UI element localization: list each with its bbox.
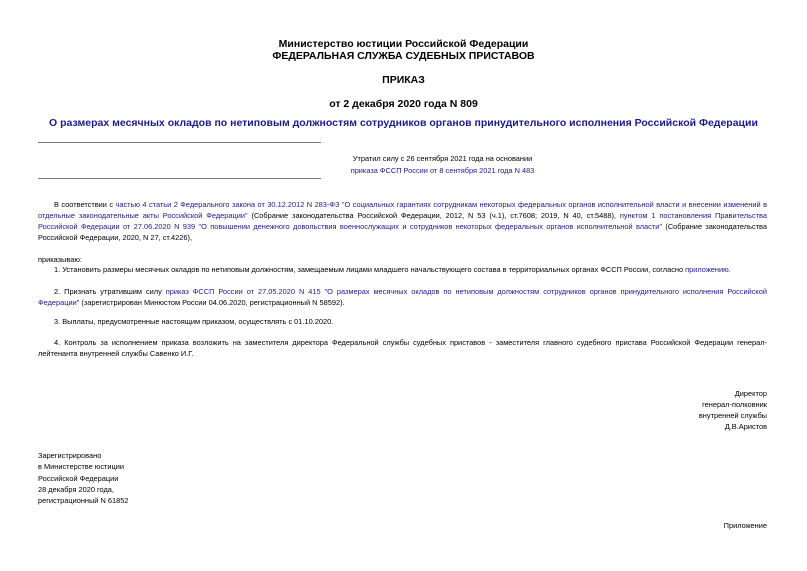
item-1	[38, 264, 767, 275]
government-decree-939-link[interactable]: пунктом 1 постановления Правительства Российской Федерации от 27.06.2020 N 939 "О повышении денежного довольствия военнослужащих и сотрудников некоторых федеральных органов исполнительной власти"	[38, 211, 767, 231]
signature-block	[617, 388, 767, 432]
signature-rank: генерал-полковник	[702, 400, 767, 409]
signature-service: внутренней службы	[698, 411, 767, 420]
item-4: 4. Контроль за исполнением приказа возложить на заместителя директора Федеральной службы судебных приставов - заместителя главного судебного пристава Российской Федерации генерал-лейтенанта внутренней службы Савенко И.Г.	[38, 338, 767, 358]
top-rule	[38, 142, 321, 143]
item-2	[38, 286, 767, 308]
registration-line-5: регистрационный N 61852	[38, 496, 129, 506]
law-283-fz-link[interactable]: частью 4 статьи 2 Федерального закона от 30.12.2012 N 283-ФЗ "О социальных гарантиях сотрудникам некоторых федеральных органов исполнительной власти и внесении изменений в отдельные законодательные акты Российской Федерации"	[38, 200, 767, 220]
order-415-link[interactable]: приказ ФССП России от 27.05.2020 N 415 "О размерах месячных окладов по нетиповым должностям сотрудников органов принудительного исполнения Российской Федерации"	[38, 287, 767, 307]
registration-line-3: Российской Федерации	[38, 473, 119, 483]
doc-type: ПРИКАЗ	[382, 74, 425, 86]
order-word: приказываю:	[38, 255, 82, 264]
title-link[interactable]: размерах месячных окладов по нетиповым должностям сотрудников органов принудительного исполнения Российской Федерации	[60, 117, 758, 129]
item-1-text: 1. Установить размеры месячных окладов по нетиповым должностям, замещаемым лицами младшего начальствующего состава в территориальных органах ФССП России, согласно	[54, 265, 686, 274]
item-2-text: 2. Признать утратившим силу	[54, 287, 166, 296]
appendix-label: Приложение	[723, 521, 767, 530]
signature-position: Директор	[734, 389, 767, 398]
service-name: ФЕДЕРАЛЬНАЯ СЛУЖБА СУДЕБНЫХ ПРИСТАВОВ	[272, 50, 535, 62]
preamble-text-1: В соответствии с	[54, 200, 116, 209]
status-note	[300, 153, 585, 177]
title-prefix: О	[49, 117, 61, 129]
registration-block	[38, 450, 258, 506]
registration-line-2: в Министерстве юстиции	[38, 462, 125, 472]
status-note-link[interactable]: приказа ФССП России от 8 сентября 2021 года N 483	[350, 166, 535, 175]
item-3: 3. Выплаты, предусмотренные настоящим приказом, осуществлять с 01.10.2020.	[54, 317, 334, 326]
signature-name: Д.В.Аристов	[724, 422, 767, 431]
preamble-text-2: (Собрание законодательства Российской Федерации, 2012, N 53 (ч.1), ст.7608; 2019, N 40, ст.5488),	[247, 211, 620, 220]
item-2-end: (зарегистрирован Минюстом России 04.06.2020, регистрационный N 58592).	[79, 298, 345, 307]
preamble-paragraph	[38, 199, 767, 243]
ministry-name: Министерство юстиции Российской Федерации	[278, 38, 529, 50]
doc-date-number: от 2 декабря 2020 года N 809	[329, 98, 478, 110]
registration-line-1: Зарегистрировано	[38, 451, 102, 460]
status-note-text: Утратил силу с 26 сентября 2021 года на основании	[352, 154, 533, 163]
bottom-rule	[38, 178, 321, 179]
preamble-text-3: (Собрание законодательства Российской Федерации, 2020, N 27, ст.4226),	[38, 222, 767, 242]
item-1-end: .	[728, 265, 731, 274]
doc-title	[0, 117, 807, 129]
appendix-link[interactable]: приложению	[685, 265, 729, 274]
registration-line-4: 28 декабря 2020 года,	[38, 484, 114, 494]
